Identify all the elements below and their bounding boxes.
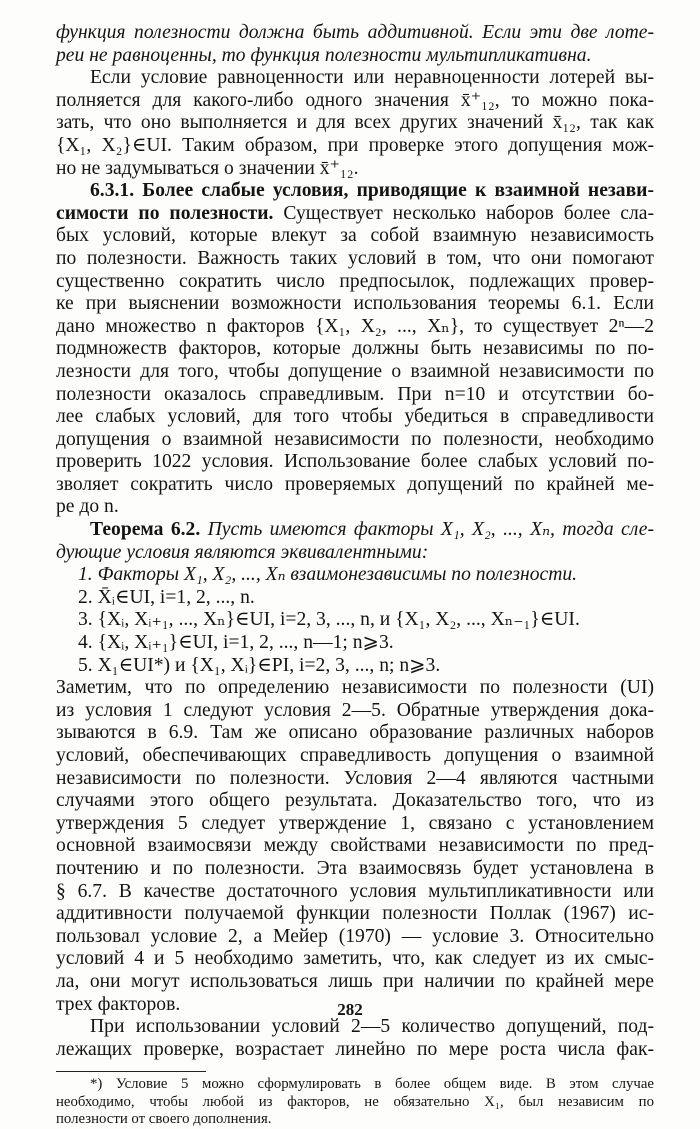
footnote-line: *) Условие 5 можно сформулировать в более общем виде. В этом случае bbox=[90, 1076, 654, 1093]
text-line: Если условие равноценности или неравноценности лотерей вы- bbox=[90, 67, 654, 89]
text-line: почтению и по полезности. Эта взаимосвязь будет установлена в bbox=[56, 857, 654, 879]
theorem-condition: 3. {Xᵢ, Xᵢ₊₁, ..., Xₙ}∈UI, i=2, 3, ..., n, и {X₁, X₂, ..., Xₙ₋₁}∈UI. bbox=[78, 609, 580, 631]
text-line: лезности для того, чтобы допущение о взаимной независимости по bbox=[56, 360, 654, 382]
theorem-statement: дующие условия являются эквивалентными: bbox=[56, 541, 429, 563]
text-line: независимости по полезности. Условия 2—4 являются частными bbox=[56, 767, 654, 789]
text-line: ре до n. bbox=[56, 496, 119, 518]
text-line: При использовании условий 2—5 количество допущений, под- bbox=[90, 1016, 654, 1038]
text-line: допущения о взаимной независимости по полезности, необходимо bbox=[56, 428, 654, 450]
text-line: условий 4 и 5 необходимо заметить, что, как следует из их смыс- bbox=[56, 948, 654, 970]
text-line: ке при выяснении возможности использования теоремы 6.1. Если bbox=[56, 293, 654, 315]
text-line: но не задумываться о значении x̄⁺₁₂. bbox=[56, 157, 359, 179]
text-line: аддитивности получаемой функции полезности Поллак (1967) ис- bbox=[56, 903, 654, 925]
text-line: из условия 1 следуют условия 2—5. Обратные утверждения дока- bbox=[56, 699, 654, 721]
text-line: лежащих проверке, возрастает линейно по мере роста числа фак- bbox=[56, 1038, 654, 1060]
text-line: функция полезности должна быть аддитивной. Если эти две лоте- bbox=[56, 22, 654, 43]
text-line: Заметим, что по определению независимости по полезности (UI) bbox=[56, 677, 654, 699]
footnote bbox=[56, 1076, 654, 1129]
text-line: по полезности. Важность таких условий в том, что они помогают bbox=[56, 247, 654, 269]
theorem-title: Теорема 6.2. bbox=[90, 519, 201, 541]
text-line: дано множество n факторов {X₁, X₂, ..., Xₙ}, то существует 2ⁿ—2 bbox=[56, 315, 654, 337]
text-line: бых условий, которые влекут за собой взаимную независимость bbox=[56, 225, 654, 247]
text-line: Существует несколько наборов более сла- bbox=[283, 202, 654, 224]
text-line: существенно сократить число предпосылок, подлежащих провер- bbox=[56, 270, 654, 292]
section-heading: 6.3.1. Более слабые условия, приводящие к взаимной незави- bbox=[90, 180, 654, 202]
text-line: случаями этого общего результата. Доказательство того, что из bbox=[56, 790, 654, 812]
text-line: проверить 1022 условия. Использование более слабых условий по- bbox=[56, 451, 654, 473]
footnote-line: полезности от своего дополнения. bbox=[56, 1111, 272, 1128]
theorem-block bbox=[56, 519, 654, 677]
theorem-condition: 1. Факторы X₁, X₂, ..., Xₙ взаимонезависимы по полезности. bbox=[78, 564, 578, 586]
text-line: условий, обеспечивающих справедливость допущения о взаимной bbox=[56, 745, 654, 766]
text-line: {X₁, X₂}∈UI. Таким образом, при проверке этого допущения мож- bbox=[56, 134, 654, 156]
text-line: ла, они могут использоваться лишь при наличии по крайней мере bbox=[56, 970, 654, 992]
intro-italic-paragraph bbox=[56, 22, 654, 67]
intro-paragraph bbox=[56, 67, 654, 180]
theorem-condition: 5. X₁∈UI*) и {X₁, Xᵢ}∈PI, i=2, 3, ..., n; n⩾3. bbox=[78, 654, 441, 676]
text-line: трех факторов. bbox=[56, 993, 181, 1015]
final-paragraph bbox=[56, 1016, 654, 1061]
footnote-divider bbox=[56, 1071, 206, 1072]
page-number: 282 bbox=[337, 1000, 363, 1019]
text-line: лее слабых условий, для того чтобы убедиться в справедливости bbox=[56, 406, 654, 428]
text-line: § 6.7. В качестве достаточного условия мультипликативности или bbox=[56, 880, 654, 902]
text-line: реи не равноценны, то функция полезности мультипликативна. bbox=[56, 44, 592, 66]
section-paragraph bbox=[56, 180, 654, 519]
text-line: полняется для какого-либо одного значения x̄⁺₁₂, то можно пока- bbox=[56, 89, 654, 111]
text-line: основной взаимосвязи между свойствами независимости по пред- bbox=[56, 835, 654, 857]
theorem-condition: 2. X̄ᵢ∈UI, i=1, 2, ..., n. bbox=[78, 586, 255, 608]
discussion-paragraph bbox=[56, 677, 654, 1016]
theorem-statement: Пусть имеются факторы X₁, X₂, ..., Xₙ, тогда сле- bbox=[207, 519, 654, 541]
text-line: подмножеств факторов, которые должны быть независимы по по- bbox=[56, 338, 654, 360]
footnote-line: необходимо, чтобы любой из факторов, не обязательно X₁, был независим по bbox=[56, 1093, 654, 1110]
section-heading: симости по полезности. bbox=[56, 202, 274, 224]
text-line: полезности оказалось справедливым. При n=10 и отсутствии бо- bbox=[56, 383, 654, 405]
theorem-condition: 4. {Xᵢ, Xᵢ₊₁}∈UI, i=1, 2, ..., n—1; n⩾3. bbox=[78, 632, 394, 654]
text-line: зволяет сократить число проверяемых допущений по крайней ме- bbox=[56, 473, 654, 495]
text-line: утверждения 5 следует утверждение 1, связано с установлением bbox=[56, 812, 654, 834]
main-text bbox=[56, 22, 654, 1061]
text-line: пользовал условие 2, а Мейер (1970) — условие 3. Относительно bbox=[56, 925, 654, 947]
text-line: зать, что оно выполняется и для всех других значений x̄₁₂, так как bbox=[56, 112, 654, 134]
text-line: зываются в 6.9. Там же описано образование различных наборов bbox=[56, 722, 654, 744]
